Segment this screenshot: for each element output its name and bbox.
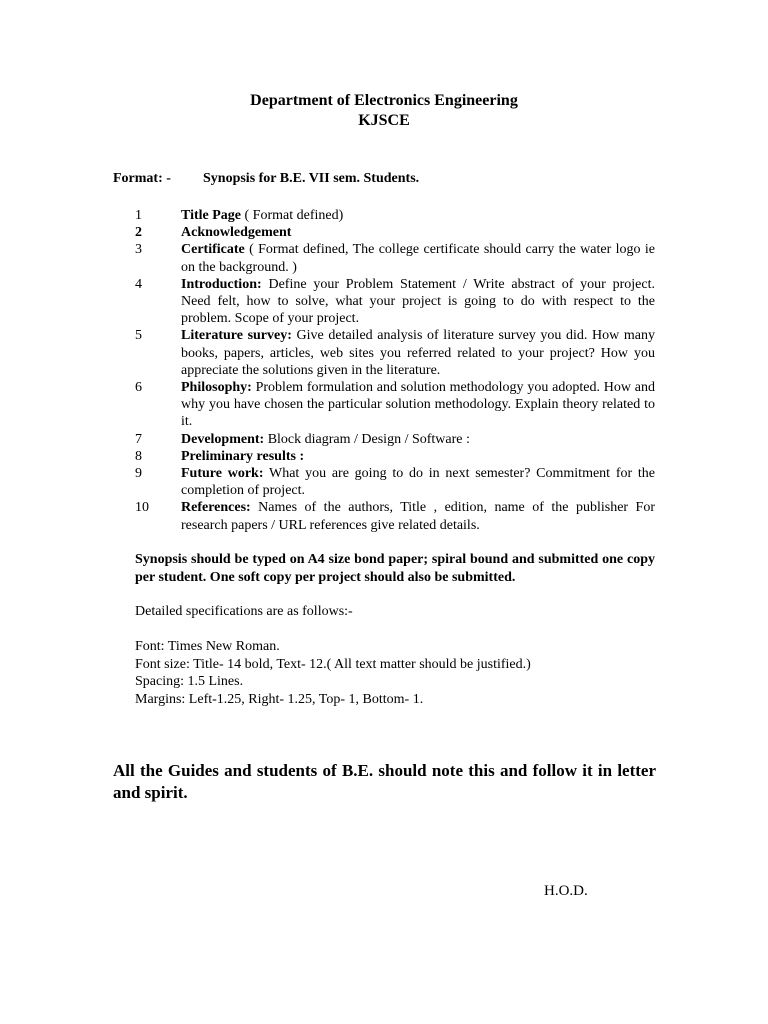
list-item [135, 379, 655, 431]
item-text: Give detailed analysis of literature survey you did. How many books, papers, articles, web sites you referred related to your project? How you appreciate the solutions given in the literature. [181, 328, 655, 378]
item-text: Names of the authors, Title , edition, name of the publisher For research papers / URL references give related details. [181, 500, 655, 533]
item-title: Philosophy: [181, 380, 252, 396]
item-title: Literature survey: [181, 328, 292, 344]
item-title: Development: [181, 431, 265, 447]
list-item [135, 241, 655, 275]
item-body [181, 499, 655, 533]
spec-font: Font: Times New Roman. [135, 639, 280, 654]
item-text: Define your Problem Statement / Write abstract of your project. Need felt, how to solve, what your project is going to do with respect to the problem. Scope of your project. [181, 276, 655, 327]
item-body [181, 241, 655, 275]
spec-spacing: Spacing: 1.5 Lines. [135, 674, 244, 690]
spec-font-size: Font size: Title- 14 bold, Text- 12.( All text matter should be justified.) [135, 656, 531, 672]
item-title: Introduction: [181, 276, 262, 292]
item-body [181, 431, 655, 448]
format-line [113, 171, 419, 187]
synopsis-items-list [135, 207, 655, 534]
item-number: 7 [135, 431, 142, 447]
list-item [135, 327, 655, 379]
item-body [181, 448, 655, 465]
institute-heading: KJSCE [358, 112, 410, 129]
list-item [135, 448, 655, 465]
item-text: ( Format defined, The college certificate should carry the water logo ie on the background. ) [181, 242, 655, 275]
item-title: Preliminary results : [181, 448, 305, 464]
item-number: 1 [135, 208, 142, 223]
specifications-list [135, 638, 655, 708]
item-title: Certificate [181, 242, 245, 258]
item-body [181, 327, 655, 379]
item-number: 8 [135, 448, 142, 464]
submission-notice: Synopsis should be typed on A4 size bond paper; spiral bound and submitted one copy per student. One soft copy per project should also be submitted. [135, 552, 655, 585]
list-item [135, 224, 655, 241]
item-body [181, 276, 655, 328]
item-number: 9 [135, 466, 142, 482]
item-body [181, 224, 655, 241]
hod-signature: H.O.D. [544, 883, 588, 899]
item-text: What you are going to do in next semester? Commitment for the completion of project. [181, 466, 656, 499]
item-text: ( Format defined) [241, 208, 344, 223]
item-number: 2 [135, 225, 142, 241]
item-number: 4 [135, 276, 142, 292]
department-heading: Department of Electronics Engineering [250, 92, 518, 109]
list-item [135, 207, 655, 224]
item-body [181, 379, 655, 431]
item-number: 5 [135, 328, 142, 344]
list-item [135, 431, 655, 448]
item-text: Problem formulation and solution methodology you adopted. How and why you have chosen the particular solution methodology. Explain theory related to it. [181, 380, 655, 430]
list-item [135, 465, 655, 499]
item-title: Acknowledgement [181, 225, 292, 241]
item-text: Block diagram / Design / Software : [264, 431, 470, 447]
item-number: 6 [135, 380, 142, 396]
item-number: 3 [135, 242, 142, 258]
item-body [181, 207, 655, 224]
closing-statement: All the Guides and students of B.E. should note this and follow it in letter and spirit. [113, 761, 656, 802]
spec-margins: Margins: Left-1.25, Right- 1.25, Top- 1, Bottom- 1. [135, 691, 424, 707]
item-title: Future work: [181, 466, 264, 482]
item-number: 10 [135, 500, 149, 516]
format-label: Format: - [113, 171, 171, 186]
format-title: Synopsis for B.E. VII sem. Students. [203, 171, 420, 186]
item-title: Title Page [181, 208, 242, 223]
item-title: References: [181, 500, 251, 516]
list-item [135, 499, 655, 533]
list-item [135, 276, 655, 328]
specifications-intro: Detailed specifications are as follows:- [135, 604, 353, 619]
item-body [181, 465, 655, 499]
